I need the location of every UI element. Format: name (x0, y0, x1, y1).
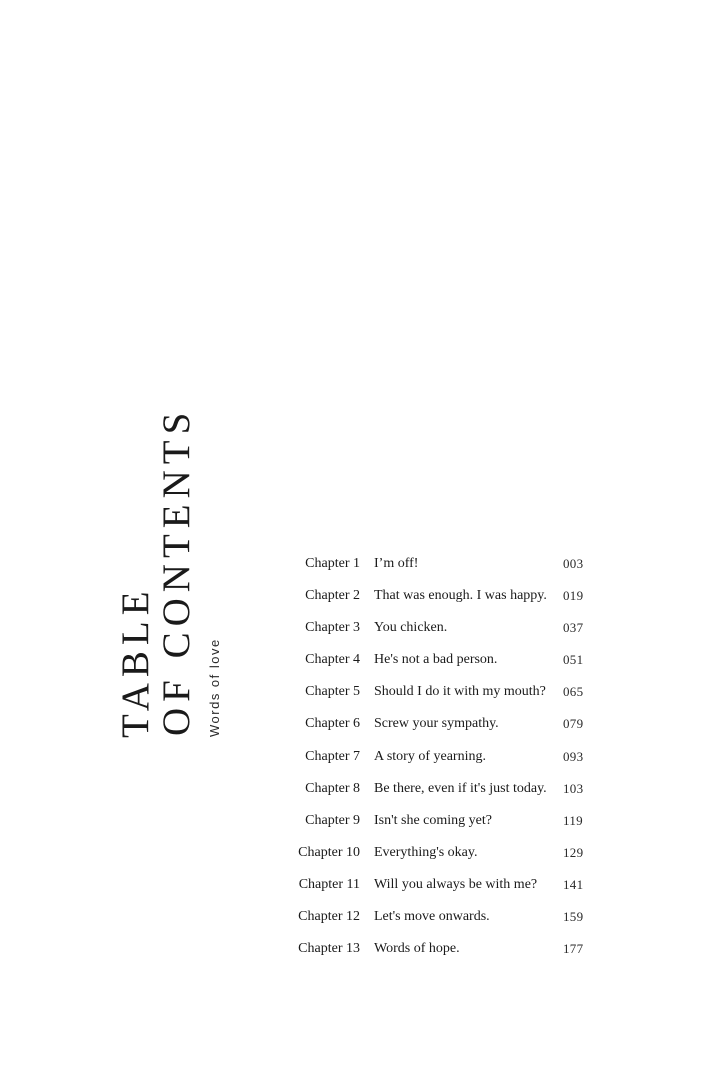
toc-page-number: 019 (563, 588, 584, 604)
toc-chapter-label: Chapter 2 (305, 588, 360, 604)
toc-row (280, 649, 600, 681)
toc-page-number: 051 (563, 652, 584, 668)
toc-chapter-label: Chapter 11 (298, 876, 360, 892)
toc-row (280, 842, 600, 874)
toc-page-number: 079 (563, 716, 584, 732)
toc-page-number: 065 (563, 684, 584, 700)
toc-row (280, 681, 600, 713)
toc-chapter-label: Chapter 10 (298, 844, 360, 860)
toc-chapter-label: Chapter 4 (305, 652, 360, 668)
toc-chapter-title: He's not a bad person. (374, 652, 498, 668)
toc-chapter-title: Screw your sympathy. (374, 716, 499, 732)
toc-page-number: 037 (563, 620, 584, 636)
toc-page-number: 129 (563, 844, 584, 860)
toc-chapter-label: Chapter 1 (305, 556, 360, 571)
toc-chapter-label: Chapter 13 (298, 941, 360, 957)
toc-chapter-label: Chapter 7 (305, 748, 360, 764)
toc-row (280, 938, 600, 970)
toc-chapter-title: Isn't she coming yet? (374, 812, 492, 828)
toc-row (280, 810, 600, 842)
toc-row (280, 713, 600, 745)
toc-chapter-label: Chapter 8 (305, 780, 360, 796)
toc-page-number: 141 (563, 876, 584, 892)
toc-chapter-label: Chapter 6 (305, 716, 360, 732)
toc-chapter-title: That was enough. I was happy. (374, 588, 547, 604)
toc-row (280, 585, 600, 617)
toc-row (280, 746, 600, 778)
toc-chapter-title: Everything's okay. (374, 844, 478, 860)
toc-chapter-label: Chapter 3 (305, 620, 360, 636)
toc-row (280, 617, 600, 649)
toc-page-number: 093 (563, 748, 584, 764)
table-of-contents (280, 553, 600, 970)
toc-chapter-title: Should I do it with my mouth? (374, 684, 546, 700)
toc-chapter-title: Will you always be with me? (374, 876, 538, 892)
toc-page-number: 119 (563, 812, 583, 828)
toc-chapter-label: Chapter 12 (298, 909, 360, 925)
toc-chapter-label: Chapter 9 (305, 812, 360, 828)
toc-page-number: 103 (563, 780, 584, 796)
toc-row (280, 906, 600, 938)
toc-chapter-title: Let's move onwards. (374, 909, 490, 925)
toc-chapter-title: Be there, even if it's just today. (374, 780, 547, 796)
toc-row (280, 778, 600, 810)
page-title-line-1: TABLE (114, 585, 157, 738)
toc-chapter-title: A story of yearning. (374, 748, 486, 764)
page-subtitle: Words of love (207, 638, 222, 737)
toc-page-number: 177 (563, 941, 584, 957)
toc-chapter-title: Words of hope. (374, 941, 460, 957)
toc-row (280, 553, 600, 585)
toc-chapter-title: I’m off! (374, 556, 419, 571)
toc-page-number: 159 (563, 909, 584, 925)
page-title-line-2: OF CONTENTS (155, 406, 198, 736)
toc-chapter-label: Chapter 5 (305, 684, 360, 700)
toc-page-number: 003 (563, 556, 584, 571)
toc-chapter-title: You chicken. (374, 620, 448, 636)
toc-row (280, 874, 600, 906)
